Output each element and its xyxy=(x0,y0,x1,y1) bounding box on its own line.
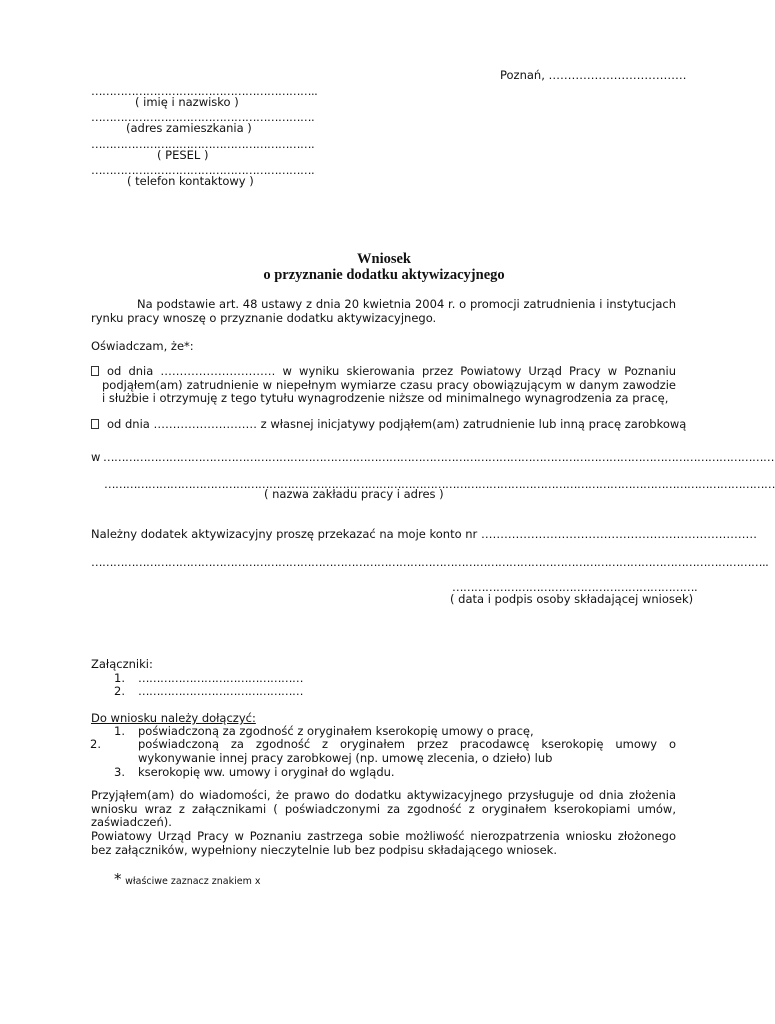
required-heading: Do wniosku należy dołączyć: xyxy=(91,711,256,725)
required-number: 3. xyxy=(114,765,125,779)
required-item-2 xyxy=(90,737,676,765)
declaration-option-2 xyxy=(91,417,687,431)
name-label: ( imię i nazwisko ) xyxy=(135,95,239,109)
account-text: Należny dodatek aktywizacyjny proszę przekazać na moje konto nr ……………………………………………………………… xyxy=(91,527,757,541)
required-number: 1. xyxy=(114,724,125,738)
workplace-line-1: w ………………………………………………………………………………………………………………………………………………………………… xyxy=(91,450,775,464)
required-text: poświadczoną za zgodność z oryginałem przez pracodawcę kserokopię umowy o wykonywanie innej pracy zarobkowej (np. umowę zlecenia, o dzieło) lub xyxy=(138,737,676,765)
required-item-1 xyxy=(114,724,534,738)
attachment-dots: ……………………………………… xyxy=(138,671,303,685)
address-label: (adres zamieszkania ) xyxy=(126,121,252,135)
footnote-star: * xyxy=(114,870,122,888)
attachments-heading: Załączniki: xyxy=(91,657,153,671)
notice-paragraph-1: Przyjąłem(am) do wiadomości, że prawo do dodatku aktywizacyjnego przysługuje od dnia złożenia wniosku wraz z załącznikami ( poświadczonymi za zgodność z oryginałem kserokopiami umów, zaświadczeń). xyxy=(91,788,676,829)
checkbox-option-2[interactable] xyxy=(91,419,99,429)
notice-paragraph-2: Powiatowy Urząd Pracy w Poznaniu zastrzega sobie możliwość nierozpatrzenia wniosku złożonego bez załączników, wypełniony nieczytelnie lub bez podpisu składającego wniosek. xyxy=(91,829,676,857)
attachment-number: 1. xyxy=(114,671,125,685)
option-1-text: od dnia ………………………… w wyniku skierowania przez Powiatowy Urząd Pracy w Poznaniu podjąłem(am) zatrudnienie w niepełnym wymiarze czasu pracy obowiązującym w danym zawodzie i służbie i otrzymuję z tego tytułu wynagrodzenie niższe od minimalnego wynagrodzenia za pracę, xyxy=(102,364,676,405)
required-item-3 xyxy=(114,765,395,779)
account-line: ………………………………………………………………………………………………………………………………………………………………….. xyxy=(91,555,769,569)
phone-label: ( telefon kontaktowy ) xyxy=(127,174,254,188)
required-text: poświadczoną za zgodność z oryginałem kserokopię umowy o pracę, xyxy=(138,724,534,738)
workplace-label: ( nazwa zakładu pracy i adres ) xyxy=(264,487,444,501)
document-title: Wniosek xyxy=(357,251,411,267)
attachment-item-2 xyxy=(114,684,303,698)
intro-paragraph: Na podstawie art. 48 ustawy z dnia 20 kwietnia 2004 r. o promocji zatrudnienia i instytucjach rynku pracy wnoszę o przyznanie dodatku aktywizacyjnego. xyxy=(91,297,676,325)
pesel-label: ( PESEL ) xyxy=(157,148,209,162)
attachment-dots: ……………………………………… xyxy=(138,684,303,698)
pesel-dots: ……………………………………………………. xyxy=(91,137,315,151)
attachment-number: 2. xyxy=(114,684,125,698)
attachment-item-1 xyxy=(114,671,303,685)
document-subtitle: o przyznanie dodatku aktywizacyjnego xyxy=(263,267,505,283)
workplace-line-2: ………………………………………………………………………………………………………………………………………………………………… xyxy=(104,477,775,491)
declaration-option-1 xyxy=(91,365,676,406)
checkbox-option-1[interactable] xyxy=(91,366,99,376)
name-dots: …………………………………………………….. xyxy=(91,84,318,98)
declaration-heading: Oświadczam, że*: xyxy=(91,339,194,353)
signature-label: ( data i podpis osoby składającej wniosek) xyxy=(450,592,694,606)
address-dots: ……………………………………………………. xyxy=(91,110,315,124)
phone-dots: ……………………………………………………. xyxy=(91,163,315,177)
footnote-text: właściwe zaznacz znakiem x xyxy=(125,876,261,887)
signature-dots: …………………………………………………………. xyxy=(452,580,698,594)
place-date: Poznań, ……………………………… xyxy=(500,68,687,82)
required-number: 2. xyxy=(90,737,101,751)
footnote xyxy=(114,870,260,888)
option-2-text: od dnia ……………………… z własnej inicjatywy podjąłem(am) zatrudnienie lub inną pracę zarobkową xyxy=(107,417,687,431)
required-text: kserokopię ww. umowy i oryginał do wglądu. xyxy=(138,765,395,779)
